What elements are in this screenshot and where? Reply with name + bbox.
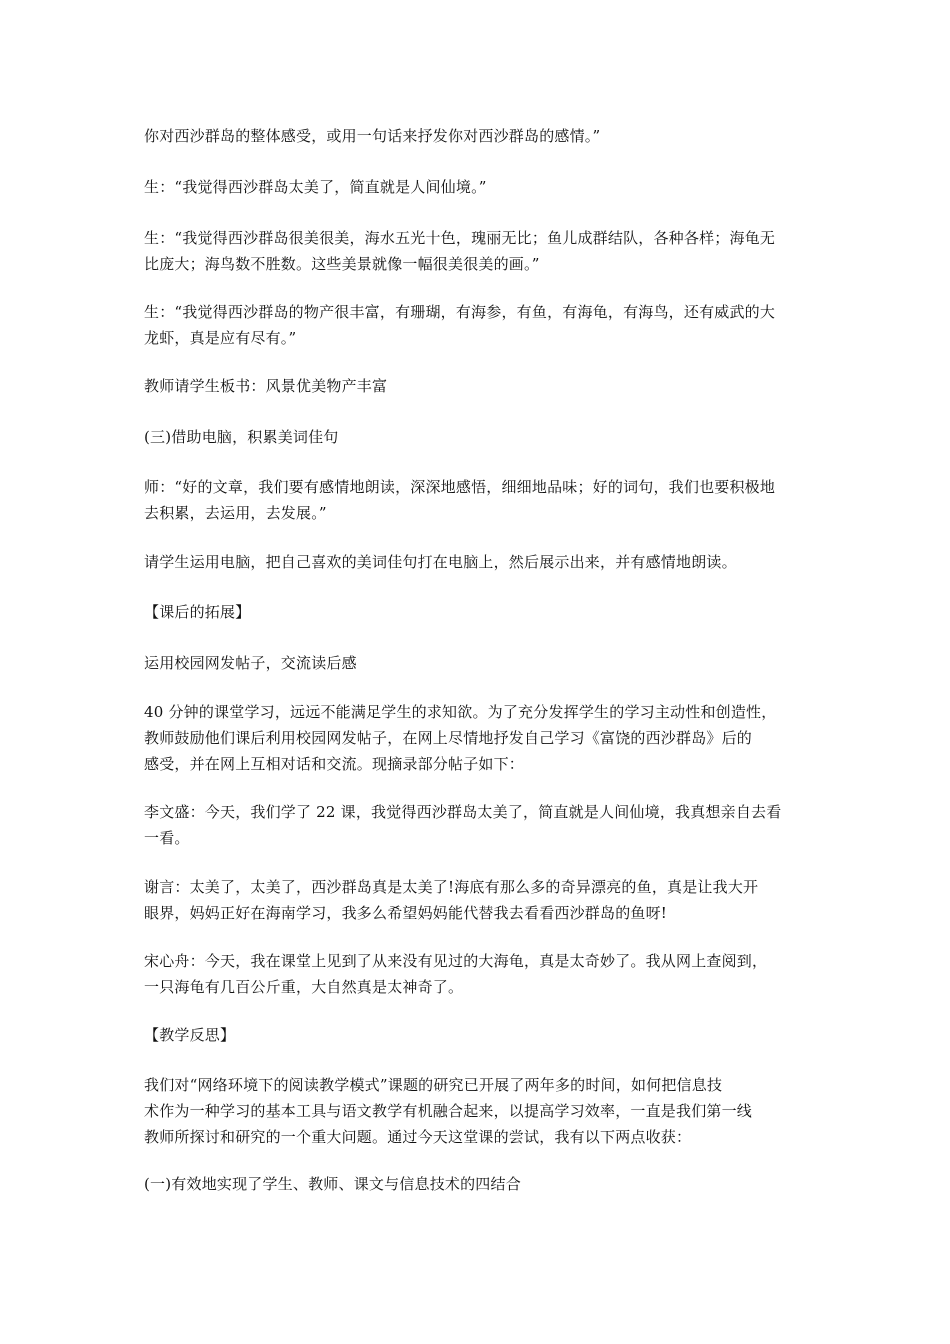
post-li-wensheng (144, 799, 810, 851)
paragraph-line: 生：“我觉得西沙群岛太美了，简直就是人间仙境。” (144, 178, 487, 196)
paragraph-line: 我们对“网络环境下的阅读教学模式”课题的研究已开展了两年多的时间，如何把信息技 (144, 1076, 723, 1094)
paragraph-line: 【教学反思】 (144, 1026, 236, 1044)
paragraph-2 (144, 174, 810, 200)
paragraph-11 (144, 699, 810, 777)
paragraph-line: 请学生运用电脑，把自己喜欢的美词佳句打在电脑上，然后展示出来，并有感情地朗读。 (144, 553, 737, 571)
paragraph-line: (三)借助电脑，积累美词佳句 (144, 428, 339, 446)
paragraph-4 (144, 299, 810, 351)
paragraph-16 (144, 1072, 810, 1150)
paragraph-line: 感受，并在网上互相对话和交流。现摘录部分帖子如下： (144, 755, 525, 773)
paragraph-line: 你对西沙群岛的整体感受，或用一句话来抒发你对西沙群岛的感情。” (144, 127, 601, 145)
post-song-xinzhou (144, 948, 810, 1000)
paragraph-line: 教师鼓励他们课后利用校园网发帖子，在网上尽情地抒发自己学习《富饶的西沙群岛》后的 (144, 729, 753, 747)
paragraph-line: 一看。 (144, 829, 190, 847)
paragraph-line: 术作为一种学习的基本工具与语文教学有机融合起来，以提高学习效率，一直是我们第一线 (144, 1102, 753, 1120)
section-heading-extension (144, 599, 810, 625)
post-xie-yan (144, 874, 810, 926)
section-heading-reflection (144, 1022, 810, 1048)
paragraph-line: 【课后的拓展】 (144, 603, 251, 621)
paragraph-line: 比庞大；海鸟数不胜数。这些美景就像一幅很美很美的画。” (144, 255, 540, 273)
paragraph-10 (144, 650, 810, 676)
paragraph-line: 教师请学生板书：风景优美物产丰富 (144, 377, 388, 395)
paragraph-7 (144, 474, 810, 526)
paragraph-1 (144, 123, 810, 149)
paragraph-line: 师：“好的文章，我们要有感情地朗读，深深地感悟，细细地品味；好的词句，我们也要积极地 (144, 478, 776, 496)
paragraph-3 (144, 225, 810, 277)
paragraph-line: 40 分钟的课堂学习，远远不能满足学生的求知欲。为了充分发挥学生的学习主动性和创造性， (144, 703, 777, 721)
paragraph-line: 生：“我觉得西沙群岛的物产很丰富，有珊瑚，有海参，有鱼，有海龟，有海鸟，还有威武的大 (144, 303, 776, 321)
paragraph-line: 龙虾，真是应有尽有。” (144, 329, 297, 347)
paragraph-line: 谢言：太美了，太美了，西沙群岛真是太美了!海底有那么多的奇异漂亮的鱼，真是让我大开 (144, 878, 759, 896)
paragraph-line: (一)有效地实现了学生、教师、课文与信息技术的四结合 (144, 1175, 521, 1193)
paragraph-line: 一只海龟有几百公斤重，大自然真是太神奇了。 (144, 978, 464, 996)
paragraph-8 (144, 549, 810, 575)
paragraph-line: 眼界，妈妈正好在海南学习，我多么希望妈妈能代替我去看看西沙群岛的鱼呀! (144, 904, 668, 922)
paragraph-line: 教师所探讨和研究的一个重大问题。通过今天这堂课的尝试，我有以下两点收获： (144, 1128, 692, 1146)
paragraph-line: 李文盛：今天，我们学了 22 课，我觉得西沙群岛太美了，简直就是人间仙境，我真想亲自去看 (144, 803, 782, 821)
section-heading-1 (144, 1171, 810, 1197)
paragraph-line: 生：“我觉得西沙群岛很美很美，海水五光十色，瑰丽无比；鱼儿成群结队，各种各样；海龟无 (144, 229, 776, 247)
paragraph-line: 宋心舟：今天，我在课堂上见到了从来没有见过的大海龟，真是太奇妙了。我从网上查阅到， (144, 952, 768, 970)
paragraph-line: 去积累，去运用，去发展。” (144, 504, 327, 522)
paragraph-5 (144, 373, 810, 399)
section-heading-3 (144, 424, 810, 450)
paragraph-line: 运用校园网发帖子，交流读后感 (144, 654, 357, 672)
